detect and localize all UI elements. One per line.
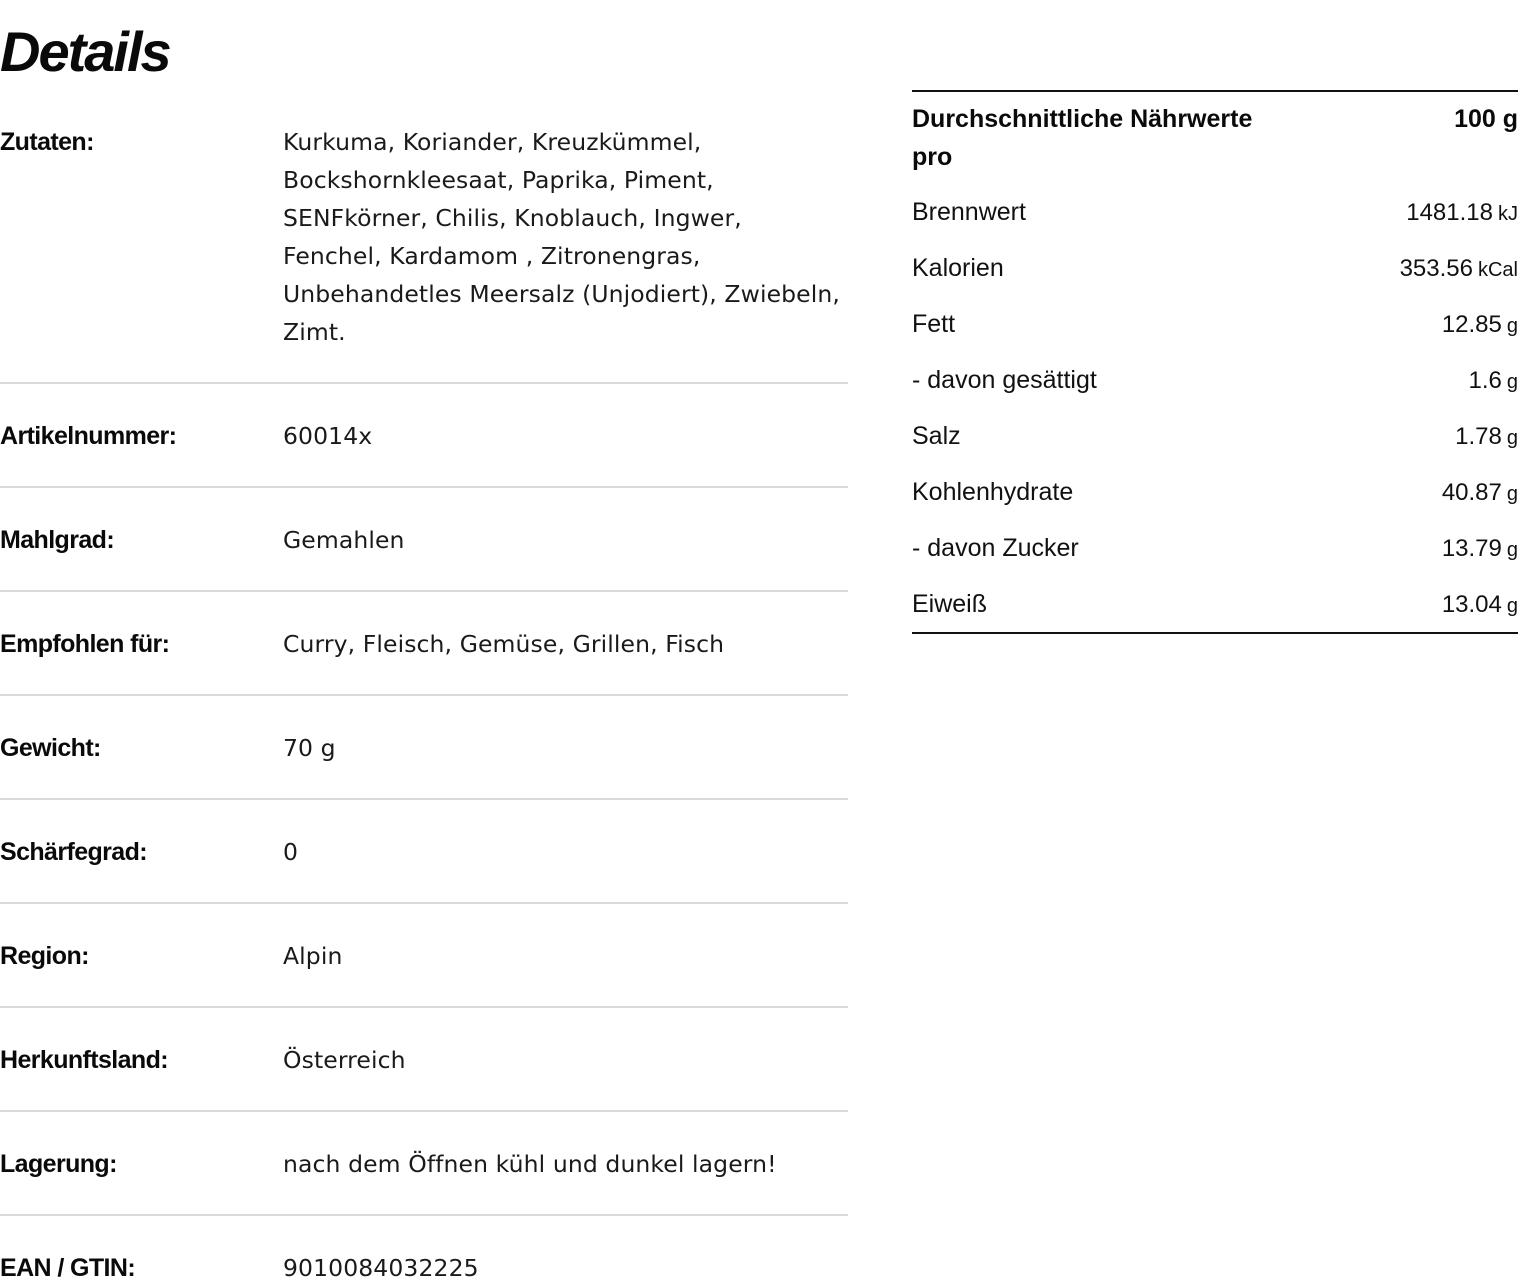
detail-label: EAN / GTIN: — [0, 1254, 136, 1280]
detail-label: Schärfegrad: — [0, 838, 148, 866]
row-divider — [0, 1006, 848, 1008]
detail-value: nach dem Öffnen kühl und dunkel lagern! — [283, 1150, 777, 1178]
nutrient-unit: g — [1506, 427, 1518, 449]
detail-value: Gemahlen — [283, 526, 405, 554]
nutrient-amount — [1442, 473, 1518, 513]
nutrition-header-value: 100 g — [1454, 105, 1518, 133]
nutrition-row-energy — [912, 193, 1518, 231]
page-title: Details — [0, 20, 170, 83]
nutrient-value: 353.56 — [1399, 255, 1473, 282]
nutrition-top-rule — [912, 90, 1518, 92]
row-divider — [0, 486, 848, 488]
nutrient-unit: g — [1506, 483, 1518, 505]
nutrient-unit: g — [1506, 595, 1518, 617]
nutrition-row-fat — [912, 305, 1518, 343]
nutrient-amount — [1442, 529, 1518, 569]
row-divider — [0, 1214, 848, 1216]
detail-label: Empfohlen für: — [0, 630, 170, 658]
row-divider — [0, 798, 848, 800]
nutrient-name: - davon Zucker — [912, 534, 1079, 562]
nutrient-value: 1.6 — [1468, 367, 1502, 394]
nutrient-value: 1.78 — [1455, 423, 1502, 450]
detail-label: Artikelnummer: — [0, 422, 177, 450]
nutrient-amount — [1442, 305, 1518, 345]
nutrient-name: Fett — [912, 310, 956, 338]
nutrient-amount — [1469, 361, 1519, 401]
detail-label: Gewicht: — [0, 734, 101, 762]
row-divider — [0, 902, 848, 904]
row-divider — [0, 1110, 848, 1112]
nutrient-value: 40.87 — [1441, 479, 1502, 506]
detail-value: Kurkuma, Koriander, Kreuzkümmel, Bockshornkleesaat, Paprika, Piment, SENFkörner, Chilis, Knoblauch, Ingwer, Fenchel, Kardamom , Zitronengras, Unbehandetles Meersalz (Unjodiert), Zwiebeln, Zimt. — [283, 128, 840, 346]
nutrient-name: - davon gesättigt — [912, 366, 1097, 394]
nutrient-amount — [1400, 249, 1518, 289]
detail-label: Zutaten: — [0, 128, 94, 156]
nutrition-row-carbohydrates — [912, 473, 1518, 511]
detail-value: Curry, Fleisch, Gemüse, Grillen, Fisch — [283, 630, 725, 658]
nutrient-amount — [1455, 417, 1518, 457]
nutrient-value: 1481.18 — [1406, 199, 1493, 226]
nutrient-unit: g — [1506, 315, 1518, 337]
detail-value: 0 — [283, 838, 299, 866]
nutrient-name: Salz — [912, 422, 961, 450]
detail-label: Region: — [0, 942, 89, 970]
nutrition-row-salt — [912, 417, 1518, 455]
nutrient-unit: kCal — [1477, 259, 1518, 281]
nutrient-unit: g — [1506, 539, 1518, 561]
nutrient-unit: kJ — [1498, 203, 1518, 225]
detail-value: 9010084032225 — [283, 1254, 479, 1280]
detail-label: Lagerung: — [0, 1150, 117, 1178]
detail-label: Mahlgrad: — [0, 526, 115, 554]
nutrient-value: 13.04 — [1441, 591, 1502, 618]
row-divider — [0, 694, 848, 696]
nutrition-bottom-rule — [912, 632, 1518, 634]
nutrient-name: Eiweiß — [912, 590, 988, 618]
nutrition-header-label: Durchschnittliche Nährwerte pro — [912, 105, 1253, 171]
nutrient-value: 12.85 — [1441, 311, 1502, 338]
detail-value: Alpin — [283, 942, 343, 970]
nutrient-name: Kalorien — [912, 254, 1004, 282]
row-divider — [0, 382, 848, 384]
detail-value: Österreich — [283, 1046, 406, 1074]
nutrition-row-calories — [912, 249, 1518, 287]
detail-value: 60014x — [283, 422, 373, 450]
nutrition-row-protein — [912, 585, 1518, 623]
nutrient-amount — [1442, 585, 1518, 625]
detail-value: 70 g — [283, 734, 336, 762]
row-divider — [0, 590, 848, 592]
nutrient-name: Kohlenhydrate — [912, 478, 1074, 506]
detail-label: Herkunftsland: — [0, 1046, 169, 1074]
nutrient-name: Brennwert — [912, 198, 1026, 226]
nutrient-value: 13.79 — [1441, 535, 1502, 562]
nutrient-unit: g — [1506, 371, 1518, 393]
nutrition-row-saturated-fat — [912, 361, 1518, 399]
nutrient-amount — [1406, 193, 1518, 233]
nutrition-row-sugar — [912, 529, 1518, 567]
